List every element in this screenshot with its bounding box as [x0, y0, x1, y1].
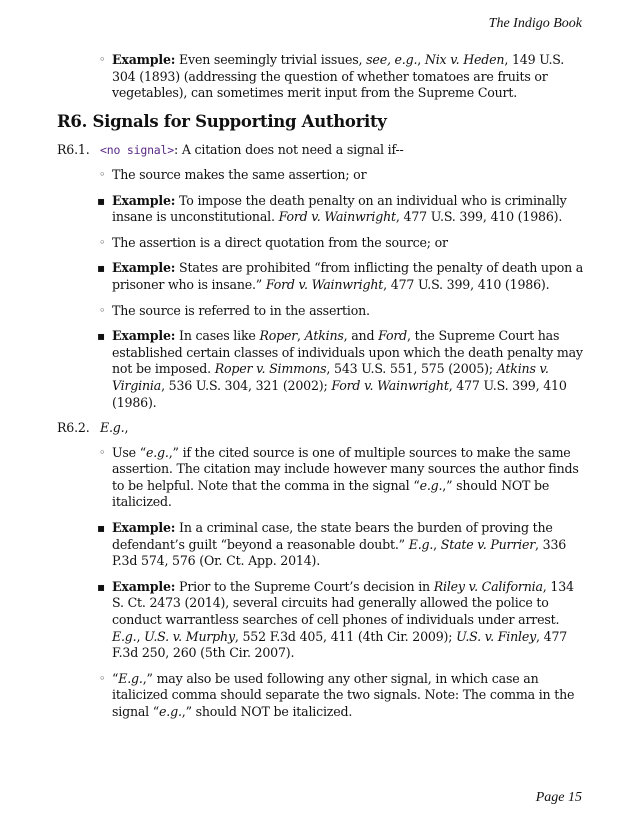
rule-title: E.g.	[100, 420, 125, 436]
page-content	[57, 52, 585, 730]
example-item: ▪ Example: States are prohibited “from inflicting the penalty of death upon a prisoner who is insane.” Ford v. Wainwright, 477 U.S. 399, 410 (1986).	[97, 260, 584, 292]
list-item: ◦ The source is referred to in the assertion.	[99, 302, 370, 318]
example-item: ▪ Example: To impose the death penalty on an individual who is criminally insane is unconstitutional. Ford v. Wainwright, 477 U.S. 399, 410 (1986).	[97, 192, 567, 225]
page-number: Page 15	[535, 790, 582, 805]
hollow-bullet-icon: ◦	[99, 53, 106, 66]
example-item: ▪ Example: In a criminal case, the state bears the burden of proving the defendant’s guilt “beyond a reasonable doubt.” E.g., State v. Purrier, 336 P.3d 574, 576 (Or. Ct. App. 2014).	[97, 520, 567, 569]
section-heading: R6. Signals for Supporting Authority	[57, 111, 387, 131]
square-bullet-icon: ▪	[97, 521, 105, 536]
list-item: ◦ The source makes the same assertion; or	[99, 166, 367, 182]
example-item: ▪ Example: Prior to the Supreme Court’s decision in Riley v. California, 134 S. Ct. 2473 (2014), several circuits had generally allowed the police to conduct warrantless searches of cell phones of individuals under arrest. E.g., U.S. v. Murphy, 552 F.3d 405, 411 (4th Cir. 2009); U.S. v. Finley, 477 F.3d 250, 260 (5th Cir. 2007).	[97, 578, 574, 661]
hollow-bullet-icon: ◦	[99, 235, 106, 249]
code-no-signal: <no signal>	[100, 143, 174, 158]
list-item: ◦ The assertion is a direct quotation from the source; or	[99, 234, 448, 250]
hollow-bullet-icon: ◦	[99, 167, 106, 181]
hollow-bullet-icon: ◦	[99, 303, 106, 317]
rule-r6-2: R6.2. E.g.,	[57, 420, 129, 436]
rule-number: R6.2.	[57, 420, 90, 436]
list-item: ◦ Use “e.g.,” if the cited source is one of multiple sources to make the same assertion. The citation may include however many sources the author finds to be helpful. Note that the comma in the signal “e.g.,” should NOT be italicized.	[99, 444, 579, 510]
running-header: The Indigo Book	[488, 16, 582, 31]
top-example: ◦ Example: Even seemingly trivial issues, see, e.g., Nix v. Heden, 149 U.S. 304 (1893) (addressing the question of whether tomatoes are fruits or vegetables), can sometimes merit input from the Supreme Court.	[99, 52, 565, 101]
hollow-bullet-icon: ◦	[99, 671, 106, 685]
square-bullet-icon: ▪	[97, 579, 105, 594]
hollow-bullet-icon: ◦	[99, 445, 106, 459]
square-bullet-icon: ▪	[97, 329, 105, 344]
rule-number: R6.1.	[57, 142, 90, 158]
list-item: ◦ “E.g.,” may also be used following any other signal, in which case an italicized comma should separate the two signals. Note: The comma in the signal “e.g.,” should NOT be italicized.	[99, 670, 575, 719]
rule-r6-1: R6.1. <no signal>: A citation does not need a signal if--	[57, 142, 404, 158]
square-bullet-icon: ▪	[97, 261, 105, 276]
example-item: ▪ Example: In cases like Roper, Atkins, and Ford, the Supreme Court has established certain classes of individuals upon which the death penalty may not be imposed. Roper v. Simmons, 543 U.S. 551, 575 (2005); Atkins v. Virginia, 536 U.S. 304, 321 (2002); Ford v. Wainwright, 477 U.S. 399, 410 (1986).	[97, 328, 583, 410]
square-bullet-icon: ▪	[97, 193, 105, 208]
